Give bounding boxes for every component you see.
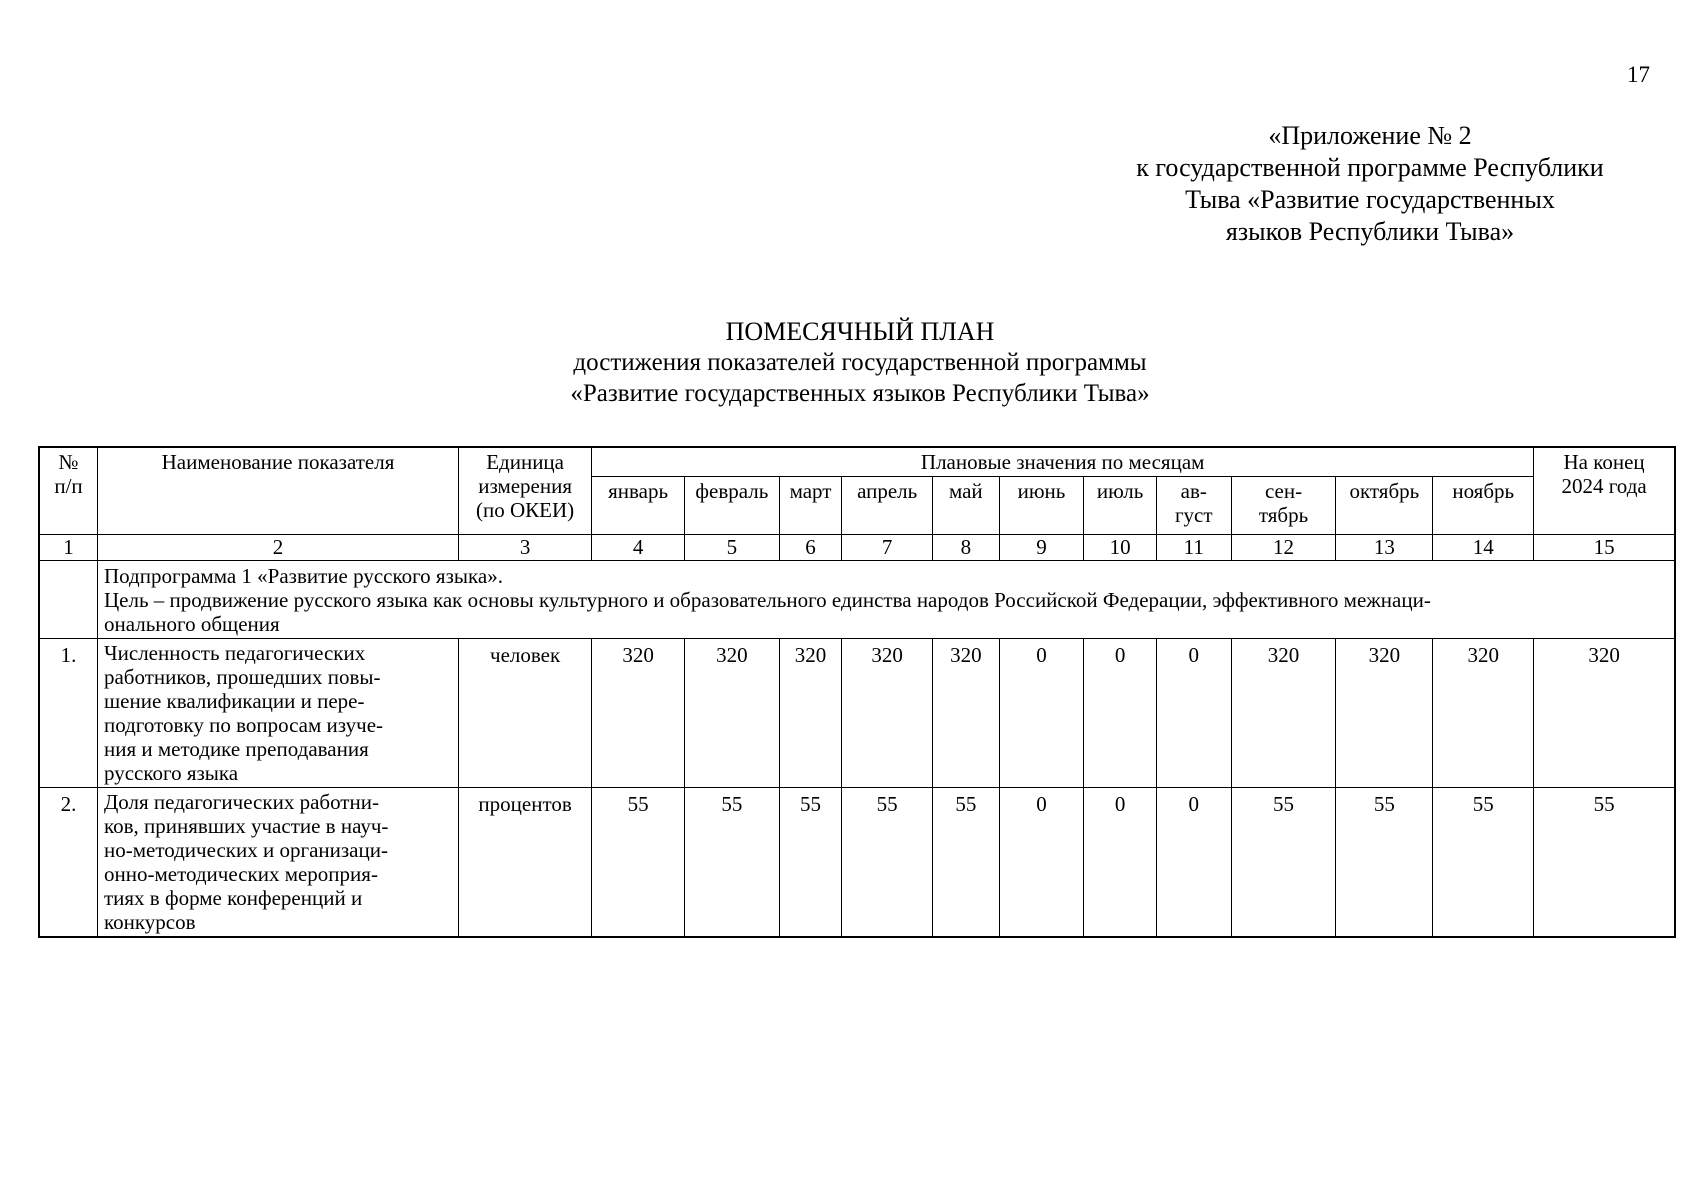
page-number: 17	[1627, 62, 1650, 87]
header-name: Наименование показателя	[97, 447, 458, 535]
month-header: январь	[592, 477, 685, 535]
month-header	[1231, 477, 1336, 535]
header-text: ав-	[1180, 479, 1207, 503]
month-header: март	[779, 477, 842, 535]
header-text: На конец	[1563, 450, 1645, 474]
table-row	[39, 788, 1675, 938]
value-cell: 55	[592, 788, 685, 938]
title-line: ПОМЕСЯЧНЫЙ ПЛАН	[725, 317, 995, 346]
unit-cell: процентов	[459, 788, 592, 938]
row-number: 2.	[39, 788, 97, 938]
month-header	[1156, 477, 1231, 535]
subprogram-no	[39, 561, 97, 639]
column-number: 8	[933, 535, 1000, 561]
value-cell: 0	[1084, 788, 1157, 938]
header-no	[39, 447, 97, 535]
value-cell: 320	[779, 639, 842, 788]
value-cell: 0	[1084, 639, 1157, 788]
appendix-line: к государственной программе Республики	[1136, 153, 1604, 182]
header-text: Единица	[486, 450, 564, 474]
column-number: 3	[459, 535, 592, 561]
column-number: 9	[999, 535, 1084, 561]
column-number: 10	[1084, 535, 1157, 561]
column-number: 11	[1156, 535, 1231, 561]
value-cell: 320	[592, 639, 685, 788]
subprogram-cell	[97, 561, 1675, 639]
value-cell: 320	[842, 639, 933, 788]
row-number: 1.	[39, 639, 97, 788]
unit-cell: человек	[459, 639, 592, 788]
header-text: густ	[1174, 503, 1213, 527]
month-header: апрель	[842, 477, 933, 535]
value-cell: 55	[842, 788, 933, 938]
header-text: сен-	[1264, 479, 1303, 503]
value-cell: 320	[1231, 639, 1336, 788]
name-line: онно-методических мероприя-	[103, 862, 378, 886]
value-cell: 320	[933, 639, 1000, 788]
header-text: 2024 года	[1561, 474, 1647, 498]
value-cell: 320	[684, 639, 779, 788]
title-line: достижения показателей государственной программы	[573, 349, 1147, 376]
value-cell: 0	[1156, 639, 1231, 788]
header-end	[1534, 447, 1675, 535]
end-value-cell: 320	[1534, 639, 1675, 788]
column-number: 2	[97, 535, 458, 561]
value-cell: 320	[1433, 639, 1534, 788]
name-line: конкурсов	[103, 910, 196, 934]
column-number: 12	[1231, 535, 1336, 561]
value-cell: 55	[1231, 788, 1336, 938]
name-line: работников, прошедших повы-	[103, 665, 381, 689]
title-line: «Развитие государственных языков Республики Тыва»	[570, 380, 1150, 407]
month-header: май	[933, 477, 1000, 535]
column-number: 14	[1433, 535, 1534, 561]
month-header: июль	[1084, 477, 1157, 535]
month-header: февраль	[684, 477, 779, 535]
value-cell: 55	[684, 788, 779, 938]
month-header: июнь	[999, 477, 1084, 535]
end-value-cell: 55	[1534, 788, 1675, 938]
appendix-note	[1110, 120, 1630, 248]
column-number: 7	[842, 535, 933, 561]
column-number: 1	[39, 535, 97, 561]
header-planned: Плановые значения по месяцам	[592, 447, 1534, 477]
column-number: 4	[592, 535, 685, 561]
value-cell: 55	[779, 788, 842, 938]
subprogram-goal: онального общения	[103, 612, 280, 636]
column-numbers-row	[39, 535, 1675, 561]
column-number: 5	[684, 535, 779, 561]
name-line: шение квалификации и пере-	[103, 689, 365, 713]
column-number: 6	[779, 535, 842, 561]
column-number: 15	[1534, 535, 1675, 561]
value-cell: 55	[1336, 788, 1433, 938]
header-text: №	[58, 450, 79, 474]
subprogram-row	[39, 561, 1675, 639]
name-line: Доля педагогических работни-	[103, 790, 379, 814]
header-text: измерения	[478, 474, 573, 498]
name-line: русского языка	[103, 761, 239, 785]
table-row	[39, 639, 1675, 788]
appendix-line: «Приложение № 2	[1268, 121, 1472, 150]
monthly-plan-table	[38, 446, 1676, 938]
header-unit	[459, 447, 592, 535]
indicator-name	[97, 788, 458, 938]
subprogram-goal: Цель – продвижение русского языка как основы культурного и образовательного единства народов Российской Федерации, эффективного межнаци-	[103, 588, 1431, 612]
value-cell: 55	[1433, 788, 1534, 938]
value-cell: 0	[999, 639, 1084, 788]
name-line: подготовку по вопросам изуче-	[103, 713, 384, 737]
header-text: (по ОКЕИ)	[476, 498, 575, 522]
value-cell: 55	[933, 788, 1000, 938]
appendix-line: языков Республики Тыва»	[1225, 217, 1515, 246]
header-text: п/п	[54, 474, 83, 498]
name-line: тиях в форме конференций и	[103, 886, 363, 910]
month-header: ноябрь	[1433, 477, 1534, 535]
month-header: октябрь	[1336, 477, 1433, 535]
document-title	[430, 316, 1290, 409]
value-cell: 0	[999, 788, 1084, 938]
name-line: ния и методике преподавания	[103, 737, 369, 761]
value-cell: 320	[1336, 639, 1433, 788]
appendix-line: Тыва «Развитие государственных	[1185, 185, 1555, 214]
indicator-name	[97, 639, 458, 788]
subprogram-title: Подпрограмма 1 «Развитие русского языка».	[103, 564, 503, 588]
header-row	[39, 447, 1675, 477]
name-line: но-методических и организаци-	[103, 838, 388, 862]
column-number: 13	[1336, 535, 1433, 561]
name-line: Численность педагогических	[103, 641, 366, 665]
header-text: тябрь	[1258, 503, 1309, 527]
value-cell: 0	[1156, 788, 1231, 938]
name-line: ков, принявших участие в науч-	[103, 814, 389, 838]
